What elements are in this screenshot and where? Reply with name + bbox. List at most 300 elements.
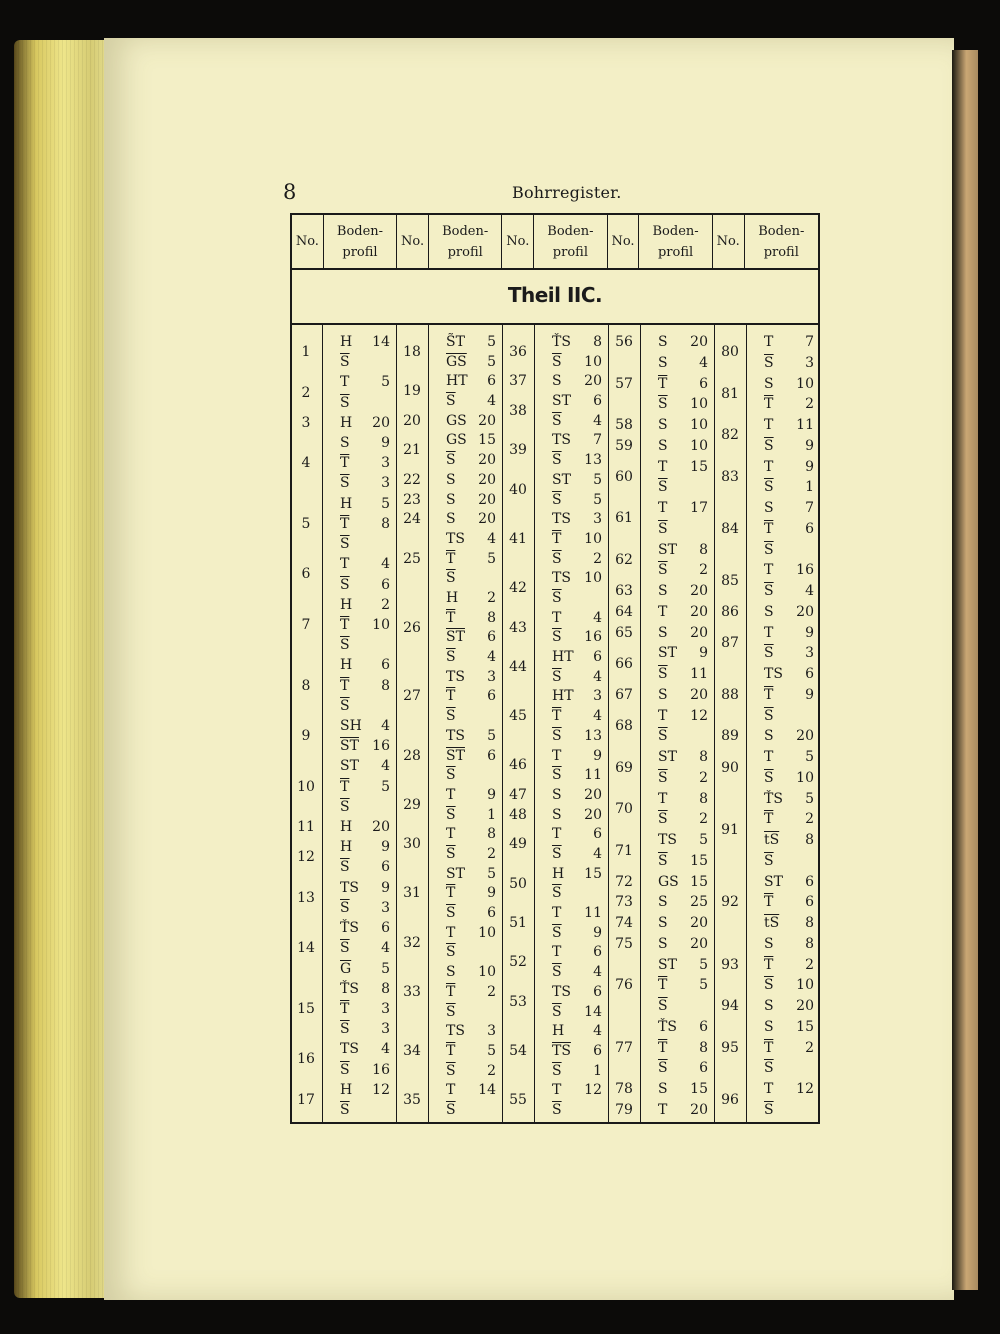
layer-thickness: 8 [805, 915, 814, 932]
soil-symbol: $\overline{S}$ [658, 998, 668, 1015]
layer-thickness: 15 [690, 873, 708, 890]
soil-symbol: ST [446, 865, 465, 882]
layer-thickness: 20 [478, 452, 496, 469]
soil-symbol: $\overline{T}$ [764, 396, 774, 413]
layer-thickness: 17 [690, 500, 708, 517]
layer-thickness: 25 [690, 894, 708, 911]
layer-thickness: 5 [699, 832, 708, 849]
soil-symbol: S [658, 894, 668, 911]
layer-thickness: 12 [584, 1082, 602, 1099]
soil-symbol: S [658, 354, 668, 371]
soil-symbol: $\overline{S}$ [446, 1102, 456, 1118]
layer-thickness: 8 [381, 677, 390, 694]
layer-thickness: 6 [487, 747, 496, 764]
soil-symbol: H [340, 1081, 353, 1098]
soil-symbol: $\overline{T}$ [658, 1039, 668, 1056]
soil-symbol: T [446, 1082, 456, 1099]
soil-symbol: $\overline{T}$ [340, 616, 350, 633]
layer-thickness: 5 [487, 1042, 496, 1059]
entry-number: 18 [403, 343, 421, 360]
layer-thickness: 10 [584, 570, 602, 587]
soil-symbol: T [764, 458, 774, 475]
layer-thickness: 16 [584, 629, 602, 646]
soil-symbol: TS [658, 832, 677, 849]
layer-thickness: 6 [487, 373, 496, 390]
entry-number: 92 [721, 894, 739, 911]
soil-symbol: TS [552, 511, 571, 528]
entry-number: 72 [615, 873, 633, 890]
soil-symbol: $\overline{S}$ [446, 806, 456, 823]
soil-symbol: H [340, 839, 353, 856]
soil-symbol: $\overline{T}$ [764, 686, 774, 703]
layer-thickness: 5 [381, 374, 390, 391]
entry-number: 41 [509, 530, 527, 547]
layer-thickness: 6 [593, 826, 602, 843]
layer-thickness: 16 [372, 738, 390, 755]
layer-thickness: 5 [487, 865, 496, 882]
soil-symbol: HT [552, 649, 574, 666]
soil-symbol: $\overline{S}$ [340, 899, 350, 916]
entry-number: 80 [721, 344, 739, 361]
layer-thickness: 16 [372, 1061, 390, 1078]
layer-thickness: 5 [593, 471, 602, 488]
soil-symbol: T [658, 458, 668, 475]
entry-number: 12 [297, 849, 315, 866]
soil-symbol: $\overline{T}$ [340, 778, 350, 795]
col-header-no: No. [502, 215, 534, 268]
layer-thickness: 12 [690, 707, 708, 724]
layer-thickness: 1 [487, 806, 496, 823]
layer-thickness: 6 [805, 666, 814, 683]
entry-number: 95 [721, 1039, 739, 1056]
layer-thickness: 20 [796, 603, 814, 620]
soil-symbol: GS [446, 432, 467, 449]
soil-symbol: $\overline{S}$ [446, 846, 456, 862]
soil-symbol: $\overline{S}$ [552, 668, 562, 685]
layer-thickness: 4 [381, 758, 390, 775]
soil-symbol: $\overline{S}$ [658, 396, 668, 413]
soil-symbol: $\overline{S}$ [764, 645, 774, 662]
layer-thickness: 15 [584, 865, 602, 882]
col-header-no: No. [292, 215, 324, 268]
layer-thickness: 20 [478, 511, 496, 528]
soil-symbol: $\overline{S}$ [446, 393, 456, 410]
layer-thickness: 10 [796, 375, 814, 392]
soil-symbol: $\overline{T}$ [552, 530, 562, 547]
soil-symbol: $\overline{S}$ [658, 728, 668, 745]
soil-symbol: $\overline{S}$ [340, 697, 350, 714]
layer-thickness: 5 [381, 960, 390, 977]
entry-number: 53 [509, 993, 527, 1010]
layer-thickness: 20 [690, 686, 708, 703]
layer-thickness: 7 [805, 334, 814, 350]
entry-number: 52 [509, 954, 527, 971]
entry-number: 36 [509, 343, 527, 360]
soil-symbol: S [658, 624, 668, 641]
entry-number: 6 [301, 566, 311, 583]
layer-thickness: 9 [805, 437, 814, 454]
table-header-row [292, 215, 818, 270]
entry-number: 19 [403, 383, 421, 400]
soil-symbol: $\overline{S}$ [552, 452, 562, 469]
soil-symbol: $\overline{S}$ [552, 885, 562, 902]
layer-thickness: 6 [487, 629, 496, 646]
soil-symbol: $\overline{S}$ [446, 708, 456, 725]
layer-thickness: 11 [584, 767, 602, 784]
entry-number: 35 [403, 1092, 421, 1109]
col-header-no: No. [713, 215, 745, 268]
layer-thickness: 4 [805, 583, 814, 600]
entry-number: 33 [403, 983, 421, 1000]
layer-thickness: 4 [593, 964, 602, 981]
soil-symbol: S [658, 583, 668, 600]
entry-number: 81 [721, 385, 739, 402]
layer-thickness: 2 [487, 846, 496, 862]
soil-symbol: $\overline{S}$ [340, 576, 350, 593]
entry-number: 83 [721, 468, 739, 485]
soil-symbol: T [764, 1081, 774, 1098]
layer-thickness: 2 [487, 1062, 496, 1079]
entry-number: 56 [615, 334, 633, 350]
soil-symbol: ST [764, 873, 783, 890]
soil-symbol: $\overline{S}$ [446, 649, 456, 666]
soil-symbol: $\overline{S}$ [764, 852, 774, 869]
soil-symbol: $\overline{T}$ [764, 894, 774, 911]
layer-thickness: 4 [593, 412, 602, 429]
layer-thickness: 9 [487, 885, 496, 902]
entry-number: 38 [509, 402, 527, 419]
soil-symbol: H [340, 596, 353, 613]
layer-thickness: 4 [593, 668, 602, 685]
layer-thickness: 10 [478, 924, 496, 941]
soil-symbol: T [658, 1102, 668, 1118]
layer-thickness: 10 [796, 977, 814, 994]
soil-symbol: $\overline{S}$ [552, 727, 562, 744]
layer-thickness: 2 [805, 956, 814, 973]
entry-number: 4 [301, 455, 311, 472]
layer-thickness: 7 [805, 500, 814, 517]
soil-symbol: T [552, 826, 562, 843]
layer-thickness: 9 [381, 435, 390, 452]
soil-symbol: T [340, 374, 350, 391]
layer-thickness: 6 [593, 649, 602, 666]
soil-symbol: $\overline{S}$ [340, 798, 350, 815]
soil-symbol: $\overline{S}$ [658, 1060, 668, 1077]
entry-number: 63 [615, 583, 633, 600]
soil-symbol: TS [340, 1041, 359, 1058]
layer-thickness: 9 [805, 624, 814, 641]
soil-symbol: TS [552, 983, 571, 1000]
soil-symbol: $\overline{S}$ [552, 353, 562, 370]
layer-thickness: 11 [584, 905, 602, 922]
layer-thickness: 6 [593, 944, 602, 961]
layer-thickness: 3 [381, 1000, 390, 1017]
entry-number: 51 [509, 914, 527, 931]
layer-thickness: 6 [805, 894, 814, 911]
entry-number: 82 [721, 427, 739, 444]
layer-thickness: 11 [690, 666, 708, 683]
soil-symbol: S [764, 375, 774, 392]
soil-symbol: $\overline{S}$ [552, 1102, 562, 1118]
entry-number: 79 [615, 1102, 633, 1118]
soil-symbol: $\overline{S}$ [446, 1062, 456, 1079]
layer-thickness: 2 [699, 811, 708, 828]
soil-symbol: $\overline{S}$ [764, 541, 774, 558]
layer-thickness: 12 [796, 1081, 814, 1098]
entry-number: 86 [721, 603, 739, 620]
soil-symbol: T [340, 556, 350, 573]
soil-symbol: GS [658, 873, 679, 890]
entry-number: 44 [509, 658, 527, 675]
soil-symbol: S [658, 417, 668, 434]
soil-symbol: $\overline{S}$ [764, 583, 774, 600]
entry-number: 15 [297, 1000, 315, 1017]
layer-thickness: 3 [381, 1021, 390, 1038]
layer-thickness: 9 [593, 924, 602, 941]
soil-symbol: $\overline{T}$ [340, 677, 350, 694]
running-head: Bohrregister. [512, 183, 622, 202]
layer-thickness: 9 [381, 879, 390, 896]
layer-thickness: 20 [690, 603, 708, 620]
layer-thickness: 20 [584, 806, 602, 823]
entry-number: 66 [615, 655, 633, 672]
entry-number: 25 [403, 550, 421, 567]
layer-thickness: 3 [805, 645, 814, 662]
entry-number: 22 [403, 471, 421, 488]
layer-thickness: 4 [699, 354, 708, 371]
entry-number: 10 [297, 778, 315, 795]
soil-symbol: $\overline{S}$ [340, 394, 350, 411]
entry-number: 78 [615, 1081, 633, 1098]
layer-thickness: 20 [372, 819, 390, 836]
column-divider [640, 323, 641, 1122]
soil-symbol: $\overline{T}$ [658, 977, 668, 994]
soil-symbol: T [764, 624, 774, 641]
soil-symbol: $\overline{S}$ [552, 550, 562, 567]
soil-symbol: ŤS [340, 920, 359, 937]
layer-thickness: 2 [487, 983, 496, 1000]
soil-symbol: $\overline{ST}$ [446, 629, 465, 646]
entry-number: 91 [721, 821, 739, 838]
entry-number: 50 [509, 875, 527, 892]
entry-number: 90 [721, 759, 739, 776]
soil-symbol: $\overline{T}$ [446, 983, 456, 1000]
soil-symbol: S [764, 603, 774, 620]
soil-symbol: $\overline{G}$ [340, 960, 352, 977]
soil-symbol: TS [446, 727, 465, 744]
soil-symbol: $\overline{ST}$ [340, 738, 359, 755]
soil-symbol: $\overline{S}$ [552, 767, 562, 784]
soil-symbol: ŤS [658, 1018, 677, 1035]
soil-symbol: $\overline{T}$ [446, 1042, 456, 1059]
layer-thickness: 20 [690, 583, 708, 600]
soil-symbol: ST [552, 471, 571, 488]
entry-number: 27 [403, 688, 421, 705]
layer-thickness: 5 [381, 495, 390, 512]
entry-number: 11 [297, 819, 315, 836]
page-number: 8 [283, 180, 297, 204]
soil-symbol: $\overline{S}$ [658, 769, 668, 786]
layer-thickness: 3 [487, 1023, 496, 1040]
soil-symbol: S [446, 491, 456, 508]
soil-symbol: H [340, 334, 353, 350]
entry-number: 67 [615, 686, 633, 703]
layer-thickness: 9 [381, 839, 390, 856]
soil-symbol: H [340, 414, 353, 431]
soil-symbol: S [764, 1018, 774, 1035]
layer-thickness: 2 [805, 1039, 814, 1056]
entry-number: 74 [615, 915, 633, 932]
layer-thickness: 5 [487, 727, 496, 744]
soil-symbol: H [552, 1023, 565, 1040]
soil-symbol: T [764, 749, 774, 766]
soil-symbol: S [658, 686, 668, 703]
entry-number: 24 [403, 511, 421, 528]
soil-symbol: T [764, 417, 774, 434]
entry-number: 64 [615, 603, 633, 620]
entry-number: 21 [403, 442, 421, 459]
col-header-profile: Boden- profil [639, 215, 712, 268]
soil-symbol: $\overline{T}$ [340, 515, 350, 532]
layer-thickness: 9 [699, 645, 708, 662]
entry-number: 17 [297, 1091, 315, 1108]
layer-thickness: 20 [690, 915, 708, 932]
soil-symbol: $\overline{T}$ [340, 1000, 350, 1017]
entry-number: 57 [615, 375, 633, 392]
soil-symbol: S [658, 1081, 668, 1098]
soil-symbol: ST [658, 749, 677, 766]
soil-symbol: S [658, 915, 668, 932]
soil-symbol: S [764, 935, 774, 952]
soil-symbol: ST [340, 758, 359, 775]
layer-thickness: 15 [690, 852, 708, 869]
soil-symbol: $\overline{S}$ [552, 924, 562, 941]
layer-thickness: 14 [584, 1003, 602, 1020]
entry-number: 40 [509, 481, 527, 498]
entry-number: 71 [615, 842, 633, 859]
soil-symbol: $\overline{S}$ [764, 1102, 774, 1118]
layer-thickness: 20 [796, 998, 814, 1015]
entry-number: 93 [721, 956, 739, 973]
layer-thickness: 8 [699, 790, 708, 807]
layer-thickness: 2 [381, 596, 390, 613]
layer-thickness: 4 [381, 1041, 390, 1058]
layer-thickness: 5 [487, 550, 496, 567]
col-header-no: No. [397, 215, 429, 268]
soil-symbol: $\overline{T}$ [552, 708, 562, 725]
entry-number: 87 [721, 634, 739, 651]
soil-symbol: T [658, 603, 668, 620]
soil-symbol: T [446, 826, 456, 843]
soil-symbol: S [552, 786, 562, 803]
entry-number: 16 [297, 1051, 315, 1068]
layer-thickness: 5 [381, 778, 390, 795]
soil-symbol: $\overline{S}$ [764, 479, 774, 496]
layer-thickness: 10 [690, 396, 708, 413]
layer-thickness: 6 [381, 657, 390, 674]
soil-symbol: T [552, 905, 562, 922]
soil-symbol: $\overline{S}$ [552, 412, 562, 429]
layer-thickness: 6 [805, 873, 814, 890]
entry-number: 88 [721, 686, 739, 703]
layer-thickness: 3 [381, 475, 390, 492]
soil-symbol: $\overline{S}$ [764, 707, 774, 724]
soil-symbol: T [764, 334, 774, 350]
entry-number: 32 [403, 934, 421, 951]
layer-thickness: 4 [381, 940, 390, 957]
entry-number: 2 [301, 384, 311, 401]
layer-thickness: 20 [372, 414, 390, 431]
soil-symbol: S [658, 437, 668, 454]
layer-thickness: 9 [805, 686, 814, 703]
layer-thickness: 20 [690, 624, 708, 641]
col-header-profile: Boden- profil [324, 215, 397, 268]
soil-symbol: TS [764, 666, 783, 683]
soil-symbol: $\overline{S}$ [658, 852, 668, 869]
layer-thickness: 13 [584, 727, 602, 744]
soil-symbol: SH [340, 718, 362, 734]
soil-symbol: $\overline{T}$ [764, 956, 774, 973]
soil-symbol: S [658, 334, 668, 350]
layer-thickness: 12 [372, 1081, 390, 1098]
layer-thickness: 4 [593, 846, 602, 862]
soil-symbol: TS [446, 668, 465, 685]
entry-number: 94 [721, 998, 739, 1015]
layer-thickness: 1 [805, 479, 814, 496]
layer-thickness: 2 [699, 769, 708, 786]
entry-number: 96 [721, 1091, 739, 1108]
soil-symbol: $\overline{S}$ [446, 767, 456, 784]
entry-number: 46 [509, 757, 527, 774]
soil-symbol: H [340, 819, 353, 836]
col-header-profile: Boden- profil [758, 223, 805, 260]
entry-number: 73 [615, 894, 633, 911]
soil-symbol: S [764, 500, 774, 517]
entry-number: 39 [509, 442, 527, 459]
layer-thickness: 6 [487, 905, 496, 922]
layer-thickness: 10 [690, 437, 708, 454]
layer-thickness: 16 [796, 562, 814, 579]
layer-thickness: 20 [796, 728, 814, 745]
soil-symbol: ŤS [340, 980, 359, 997]
entry-number: 34 [403, 1042, 421, 1059]
layer-thickness: 6 [381, 576, 390, 593]
layer-thickness: 4 [593, 609, 602, 626]
entry-number: 76 [615, 977, 633, 994]
soil-symbol: $\overline{S}$ [658, 562, 668, 579]
layer-thickness: 8 [487, 609, 496, 626]
layer-thickness: 2 [805, 396, 814, 413]
layer-thickness: 6 [699, 375, 708, 392]
column-divider [746, 323, 747, 1122]
layer-thickness: 14 [372, 334, 390, 350]
layer-thickness: 8 [699, 541, 708, 558]
entry-number: 42 [509, 580, 527, 597]
entry-number: 13 [297, 889, 315, 906]
layer-thickness: 10 [372, 616, 390, 633]
entry-number: 84 [721, 520, 739, 537]
entry-number: 47 [509, 786, 527, 803]
soil-symbol: $\overline{tS}$ [764, 832, 780, 849]
soil-symbol: T [658, 707, 668, 724]
soil-symbol: $\overline{S}$ [446, 944, 456, 961]
soil-symbol: $\overline{S}$ [764, 354, 774, 371]
layer-thickness: 2 [805, 811, 814, 828]
layer-thickness: 9 [805, 458, 814, 475]
soil-symbol: S [446, 511, 456, 528]
layer-thickness: 10 [796, 769, 814, 786]
soil-symbol: H [446, 590, 459, 606]
